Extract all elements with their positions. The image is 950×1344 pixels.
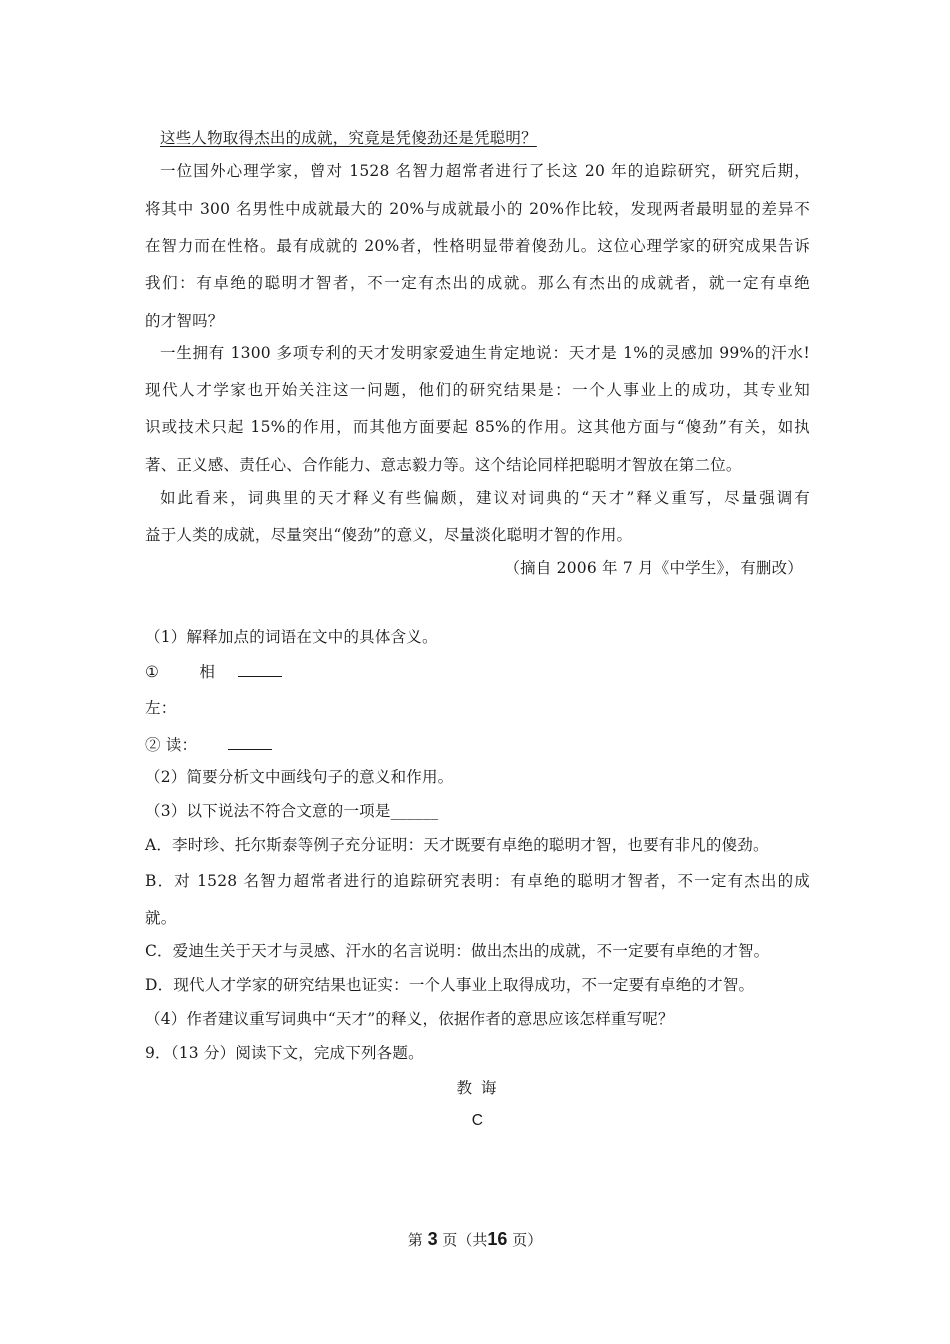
footer-middle: 页（共 [442,1231,488,1249]
answer-blank-a[interactable] [238,662,282,677]
option-c: C．爱迪生关于天才与灵感、汗水的名言说明：做出杰出的成就，不一定要有卓绝的才智。 [145,942,770,960]
question-1-item-a-tail: 左： [145,699,177,717]
story-title: 教 诲 [456,1079,499,1097]
answer-blank-b[interactable] [228,735,272,750]
paragraph-1-line-3: 在智力而在性格。最有成就的 20%者，性格明显带着傻劲儿。这位心理学家的研究成果告诉 [145,237,810,255]
option-d: D．现代人才学家的研究结果也证实：一个人事业上取得成功，不一定要有卓绝的才智。 [145,976,755,994]
question-1-item-a [145,662,810,682]
question-3-text: （3）以下说法不符合文意的一项是 [145,802,391,820]
question-1: （1）解释加点的词语在文中的具体含义。 [145,628,438,646]
paragraph-2-line-2: 现代人才学家也开始关注这一问题，他们的研究结果是：一个人事业上的成功，其专业知 [145,381,810,399]
item-9-heading: 9．（13 分）阅读下文，完成下列各题。 [145,1044,424,1062]
paragraph-1-line-5: 的才智吗？ [145,312,224,330]
footer-suffix: 页） [512,1231,543,1249]
paragraph-1-line-2: 将其中 300 名男性中成就最大的 20%与成就最小的 20%作比较，发现两者最明显的差异不 [145,200,810,218]
item-a-word: 相 [199,663,216,681]
question-3 [145,801,810,821]
question-4: （4）作者建议重写词典中“天才”的释义，依据作者的意思应该怎样重写呢？ [145,1010,674,1028]
source-citation: （摘自 2006 年 7 月《中学生》，有删改） [504,559,803,577]
footer-page-number: 3 [427,1229,438,1249]
story-author: C [471,1112,484,1129]
paragraph-2-line-4: 著、正义感、责任心、合作能力、意志毅力等。这个结论同样把聪明才智放在第二位。 [145,456,742,474]
paragraph-2-line-3: 识或技术只起 15%的作用，而其他方面要起 85%的作用。这其他方面与“傻劲”有关，如执 [145,418,810,436]
paragraph-1-line-4: 我们：有卓绝的聪明才智者，不一定有杰出的成就。那么有杰出的成就者，就一定有卓绝 [145,274,810,292]
footer-total-pages: 16 [487,1229,508,1249]
page-footer [0,1229,950,1250]
option-a: A．李时珍、托尔斯泰等例子充分证明：天才既要有卓绝的聪明才智，也要有非凡的傻劲。 [145,836,769,854]
paragraph-2-line-1: 一生拥有 1300 多项专利的天才发明家爱迪生肯定地说：天才是 1%的灵感加 99%的汗水! [160,344,810,362]
question-3-blank[interactable]: ______ [390,802,439,820]
item-a-number: ① [145,663,160,681]
option-b-line-2: 就。 [145,909,177,927]
question-1-item-b [145,735,810,755]
paragraph-3-line-1: 如此看来，词典里的天才释义有些偏颇，建议对词典的“天才”释义重写，尽量强调有 [160,489,810,507]
underlined-question: 这些人物取得杰出的成就，究竟是凭傻劲还是凭聪明？ [160,129,537,147]
question-2: （2）简要分析文中画线句子的意义和作用。 [145,768,454,786]
item-b-label: ② 读： [145,736,198,754]
footer-prefix: 第 [407,1231,423,1249]
paragraph-1-line-1: 一位国外心理学家，曾对 1528 名智力超常者进行了长这 20 年的追踪研究，研究后期， [160,162,810,180]
option-b-line-1: B．对 1528 名智力超常者进行的追踪研究表明：有卓绝的聪明才智者，不一定有杰出的成 [145,872,810,890]
paragraph-3-line-2: 益于人类的成就，尽量突出“傻劲”的意义，尽量淡化聪明才智的作用。 [145,526,633,544]
